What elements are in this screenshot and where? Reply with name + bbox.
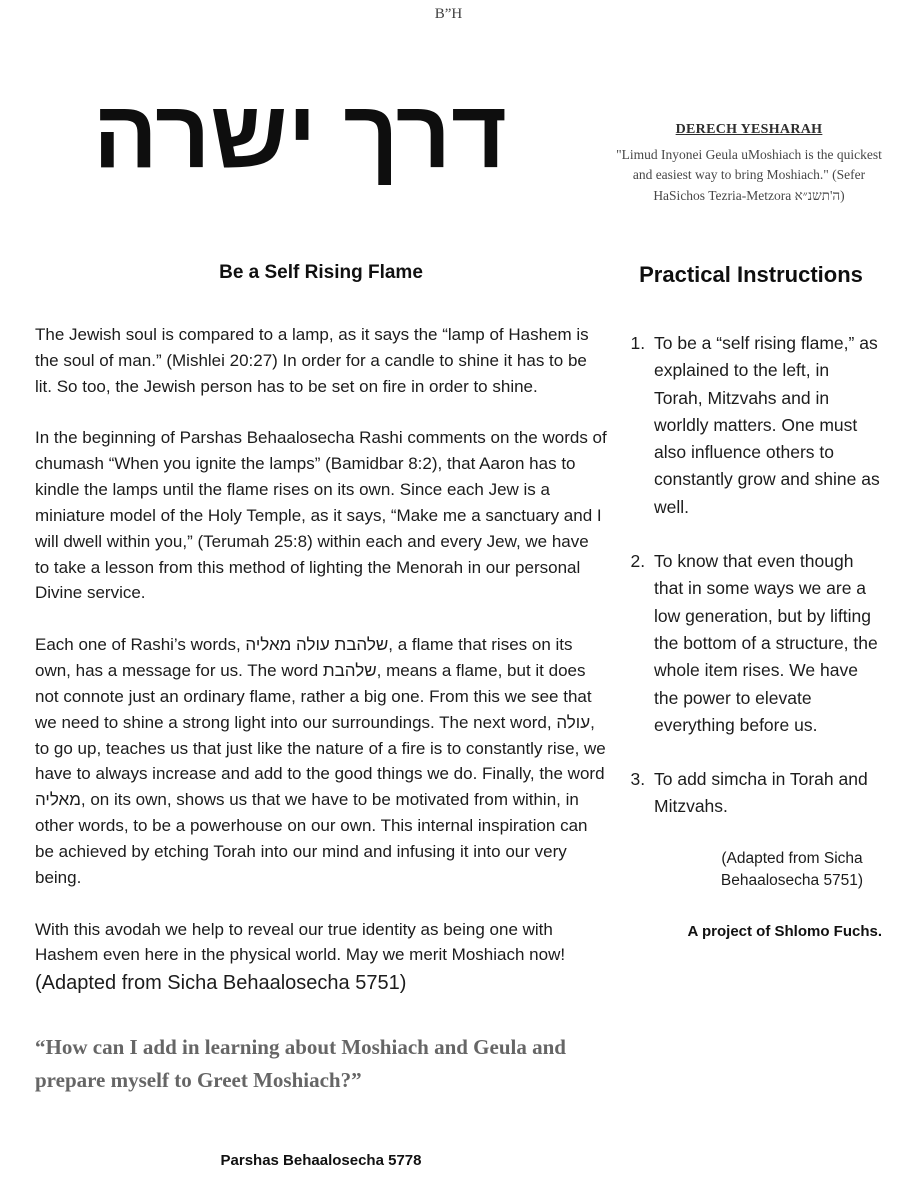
article-paragraph-1: The Jewish soul is compared to a lamp, as it says the “lamp of Hashem is the soul of man.” (Mishlei 20:27) In order for a candle to shine it has to be lit. So too, the Jewish person has to be set on fire in order to shine. bbox=[35, 325, 589, 396]
bh-header: B”H bbox=[434, 6, 463, 22]
article-paragraph-3: Each one of Rashi’s words, שלהבת עולה מאליה, a flame that rises on its own, has a message for us. The word שלהבת, means a flame, but it does not connote just an ordinary flame, rather a big one. From this we see that we need to shine a strong light into our surroundings. The next word, עולה, to go up, teaches us that just like the nature of a fire is to constantly rise, we have to always increase and add to the good things we do. Finally, the word מאליה, on its own, shows us that we have to be motivated from within, in other words, to be a powerhouse on our own. This internal inspiration can be achieved by etching Torah into our mind and infusing it into our very being. bbox=[35, 635, 606, 887]
practical-instructions-column bbox=[620, 262, 882, 940]
article-paragraph-4: With this avodah we help to reveal our true identity as being one with Hashem even here in the physical world. May we merit Moshiach now! bbox=[35, 919, 566, 965]
instruction-item-3: 3. To add simcha in Torah and Mitzvahs. bbox=[650, 766, 882, 821]
instruction-item-1: 1. To be a “self rising flame,” as explained to the left, in Torah, Mitzvahs and in worldly matters. One must also influence others to constantly grow and shine as well. bbox=[650, 330, 882, 521]
hebrew-masthead-title: דרך ישרה bbox=[93, 81, 507, 188]
footer-parsha: Parshas Behaalosecha 5778 bbox=[220, 1152, 422, 1169]
masthead-name: DERECH YESHARAH bbox=[675, 122, 823, 137]
article-attribution: (Adapted from Sicha Behaalosecha 5751) bbox=[35, 972, 407, 995]
article-paragraph-2: In the beginning of Parshas Behaalosecha Rashi comments on the words of chumash “When you ignite the lamps” (Bamidbar 8:2), that Aaron has to kindle the lamps until the flame rises on its own. Since each Jew is a miniature model of the Holy Temple, as it says, “Make me a sanctuary and I will dwell within you,” (Terumah 25:8) within each and every Jew, we have to take a lesson from this method of lighting the Menorah in our personal Divine service. bbox=[35, 428, 607, 603]
masthead-block bbox=[616, 122, 882, 206]
moshiach-question: “How can I add in learning about Moshiach and Geula and prepare myself to Greet Moshiach?” bbox=[35, 1035, 566, 1092]
instruction-item-2: 2. To know that even though that in some ways we are a low generation, but by lifting the bottom of a structure, the whole item rises. We have the power to elevate everything before us. bbox=[650, 548, 882, 739]
project-credit: A project of Shlomo Fuchs. bbox=[687, 922, 882, 940]
instructions-attribution: (Adapted from Sicha Behaalosecha 5751) bbox=[720, 849, 864, 890]
instructions-list bbox=[620, 330, 882, 821]
main-article bbox=[35, 262, 607, 1096]
article-title: Be a Self Rising Flame bbox=[219, 262, 423, 283]
instructions-title: Practical Instructions bbox=[639, 262, 863, 287]
masthead-quote: "Limud Inyonei Geula uMoshiach is the quickest and easiest way to bring Moshiach." (Sefer HaSichos Tezria-Metzora ה'תשנ״א) bbox=[616, 147, 882, 203]
